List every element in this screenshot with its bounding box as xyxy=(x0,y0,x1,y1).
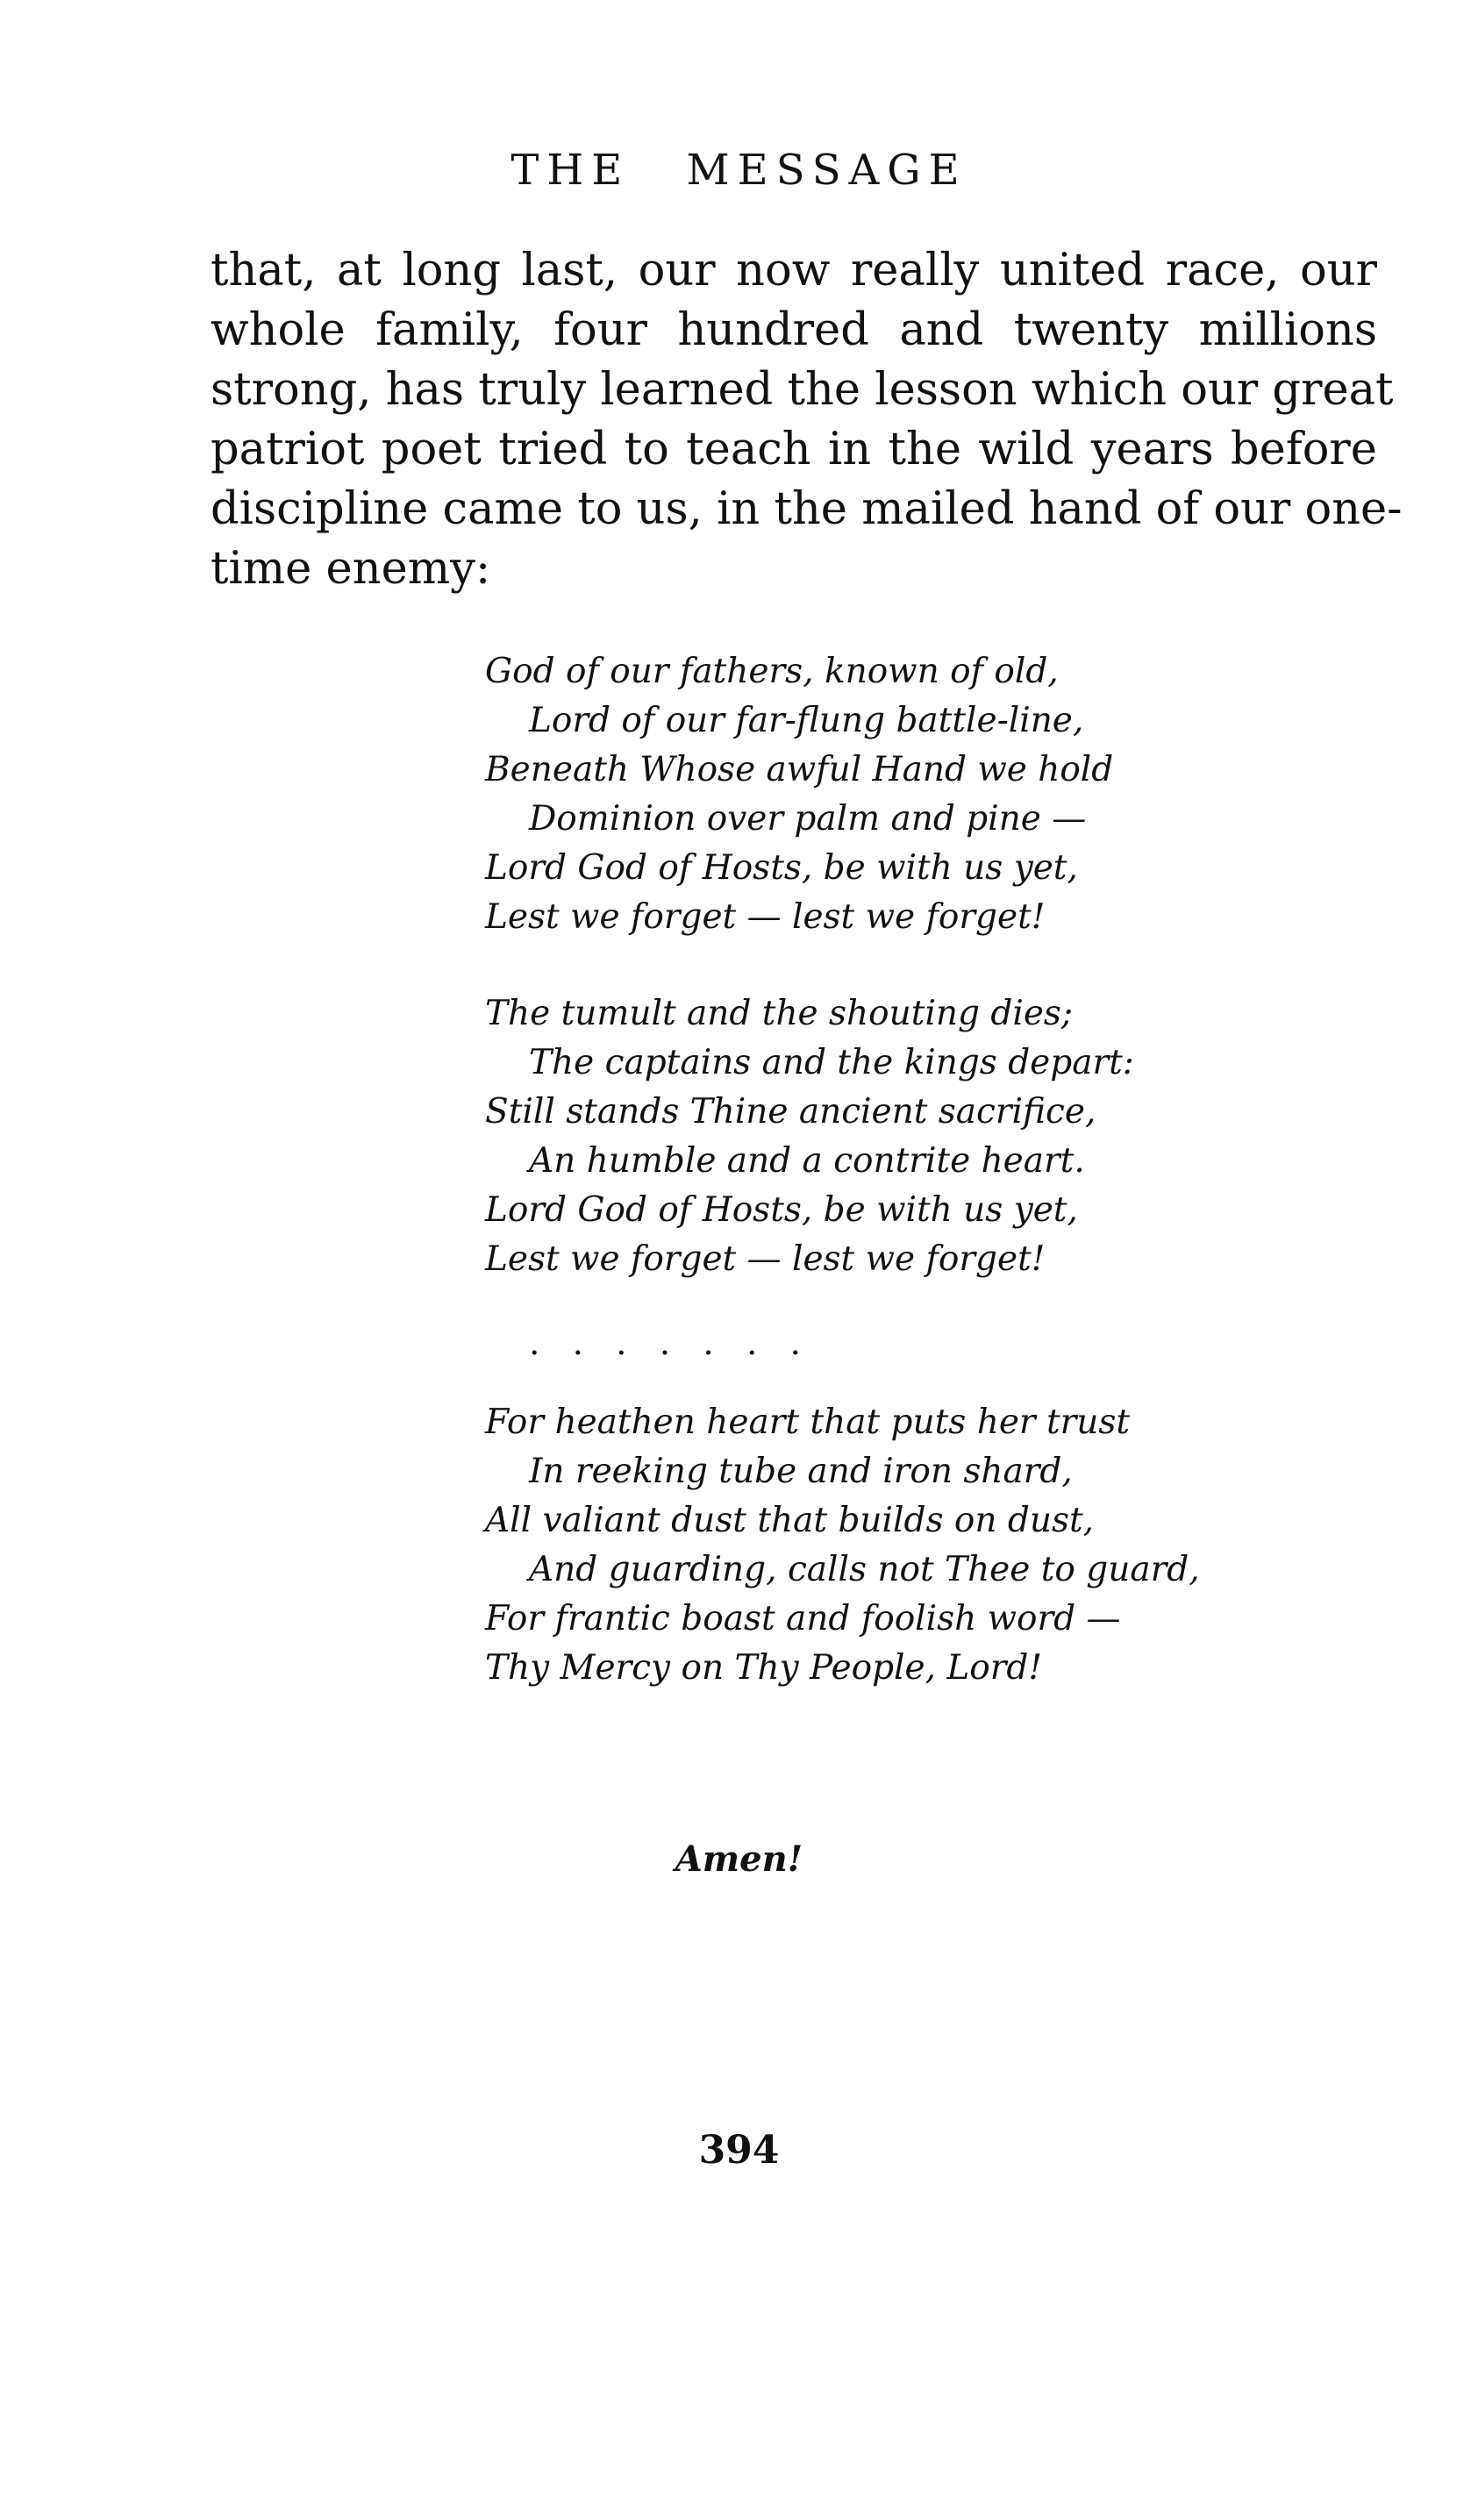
poem-line: For frantic boast and foolish word — xyxy=(485,1599,1121,1638)
paragraph-line: that, at long last, our now really united race, our xyxy=(211,245,1377,296)
body-paragraph xyxy=(211,241,1403,599)
poem-quotation xyxy=(485,647,1406,1693)
paragraph-line: discipline came to us, in the mailed hand of our one- xyxy=(211,483,1403,535)
stanza-ellipsis: . . . . . . . xyxy=(529,1324,801,1363)
poem-line: Lord God of Hosts, be with us yet, xyxy=(485,848,1078,888)
poem-line: Lest we forget — lest we forget! xyxy=(485,897,1046,937)
paragraph-line: whole family, four hundred and twenty millions xyxy=(211,304,1377,356)
poem-line: The captains and the kings depart: xyxy=(529,1043,1134,1082)
poem-line: An humble and a contrite heart. xyxy=(529,1141,1085,1181)
closing-amen: Amen! xyxy=(675,1838,803,1880)
poem-line: Lord of our far-flung battle-line, xyxy=(529,701,1084,740)
paragraph-line: patriot poet tried to teach in the wild years before xyxy=(211,424,1377,475)
poem-line: All valiant dust that builds on dust, xyxy=(485,1501,1095,1540)
paragraph-line: strong, has truly learned the lesson which our great xyxy=(211,364,1394,416)
poem-stanza-2 xyxy=(485,989,1406,1284)
page-number: 394 xyxy=(698,2128,780,2173)
poem-line: Thy Mercy on Thy People, Lord! xyxy=(485,1648,1043,1688)
poem-stanza-3 xyxy=(485,1398,1406,1693)
poem-line: Lord God of Hosts, be with us yet, xyxy=(485,1190,1078,1230)
paragraph-line: time enemy: xyxy=(211,543,491,595)
running-head: THE MESSAGE xyxy=(511,146,967,195)
poem-line: Beneath Whose awful Hand we hold xyxy=(485,750,1114,789)
poem-line: In reeking tube and iron shard, xyxy=(529,1452,1073,1491)
poem-line: Lest we forget — lest we forget! xyxy=(485,1239,1046,1279)
poem-line: Dominion over palm and pine — xyxy=(529,799,1087,839)
poem-line: God of our fathers, known of old, xyxy=(485,652,1059,691)
poem-line: The tumult and the shouting dies; xyxy=(485,994,1074,1033)
poem-line: Still stands Thine ancient sacrifice, xyxy=(485,1092,1096,1132)
poem-line: And guarding, calls not Thee to guard, xyxy=(529,1550,1200,1589)
poem-stanza-1 xyxy=(485,647,1406,942)
poem-line: For heathen heart that puts her trust xyxy=(485,1403,1131,1442)
